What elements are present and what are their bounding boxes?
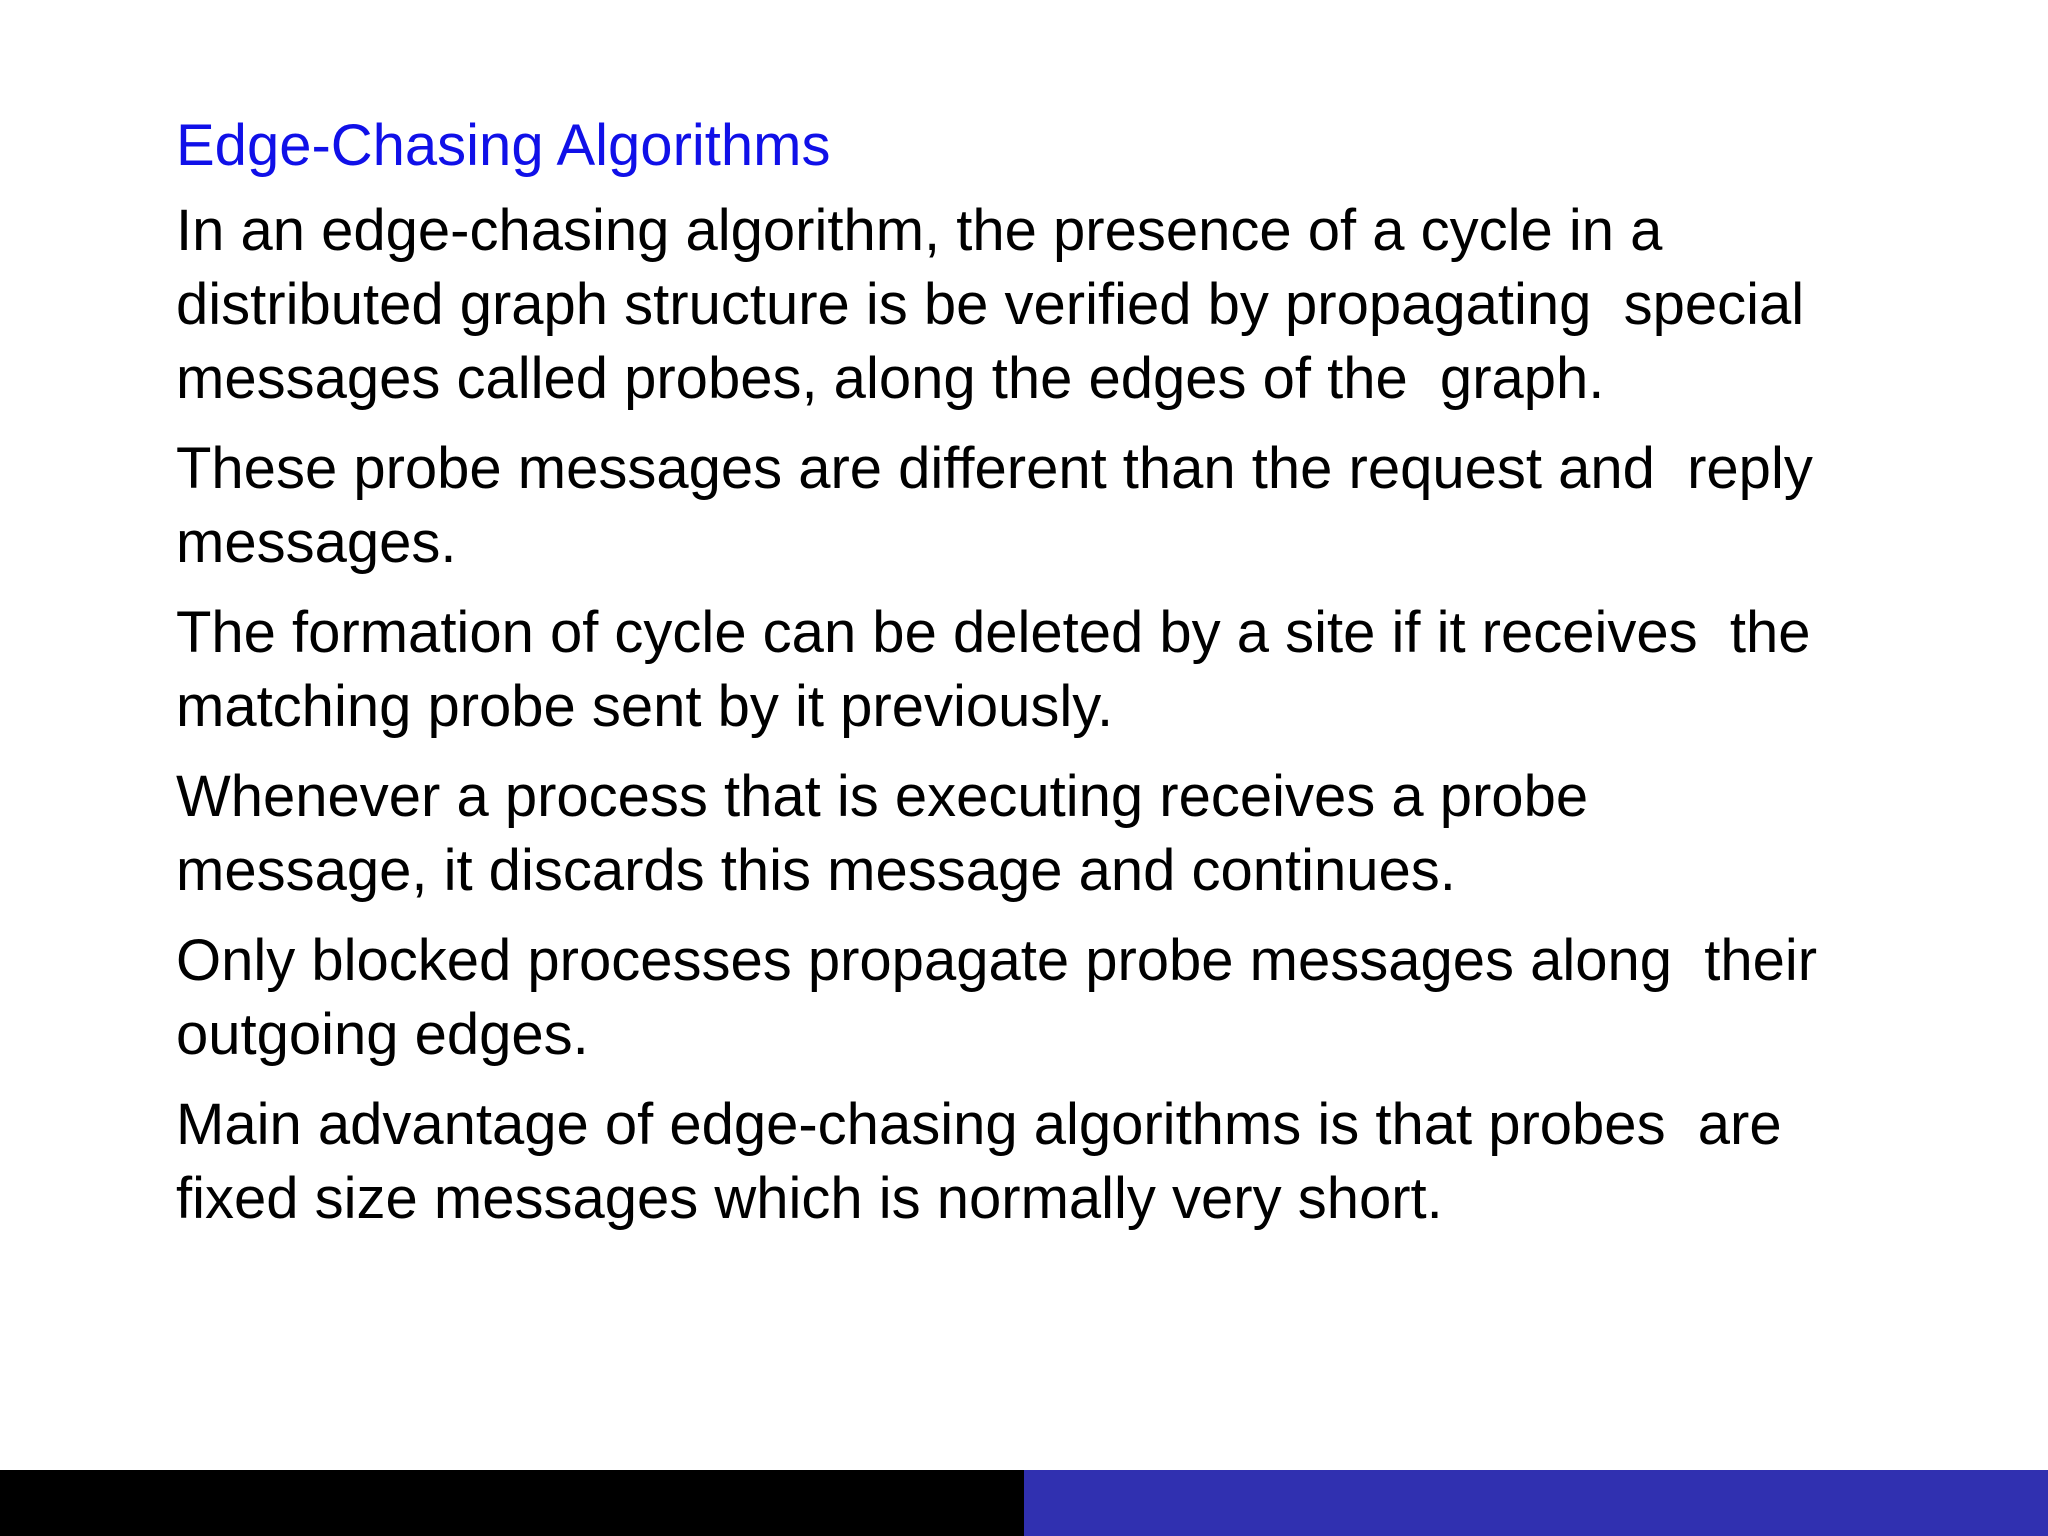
slide-body [176,194,1896,1252]
paragraph-3 [176,596,1896,744]
paragraph-6 [176,1088,1896,1236]
paragraph-line: fixed size messages which is normally very short. [176,1166,1443,1231]
paragraph-line: Main advantage of edge-chasing algorithms is that probes are [176,1092,1782,1157]
footer-bar-left [0,1470,1024,1536]
paragraph-2 [176,432,1896,580]
paragraph-line: Only blocked processes propagate probe messages along their [176,928,1818,993]
paragraph-line: Whenever a process that is executing receives a probe [176,764,1589,829]
paragraph-5 [176,924,1896,1072]
paragraph-line: The formation of cycle can be deleted by a site if it receives the [176,600,1811,665]
paragraph-line: outgoing edges. [176,1002,589,1067]
paragraph-line: messages. [176,510,457,575]
paragraph-line: matching probe sent by it previously. [176,674,1114,739]
slide-title: Edge-Chasing Algorithms [176,113,831,178]
paragraph-line: These probe messages are different than the request and reply [176,436,1813,501]
footer-bar-right [1024,1470,2048,1536]
paragraph-line: In an edge-chasing algorithm, the presence of a cycle in a [176,198,1663,263]
paragraph-line: messages called probes, along the edges of the graph. [176,346,1605,411]
paragraph-line: distributed graph structure is be verified by propagating special [176,272,1805,337]
paragraph-1 [176,194,1896,416]
paragraph-4 [176,760,1896,908]
footer-bar [0,1470,2048,1536]
paragraph-line: message, it discards this message and continues. [176,838,1456,903]
